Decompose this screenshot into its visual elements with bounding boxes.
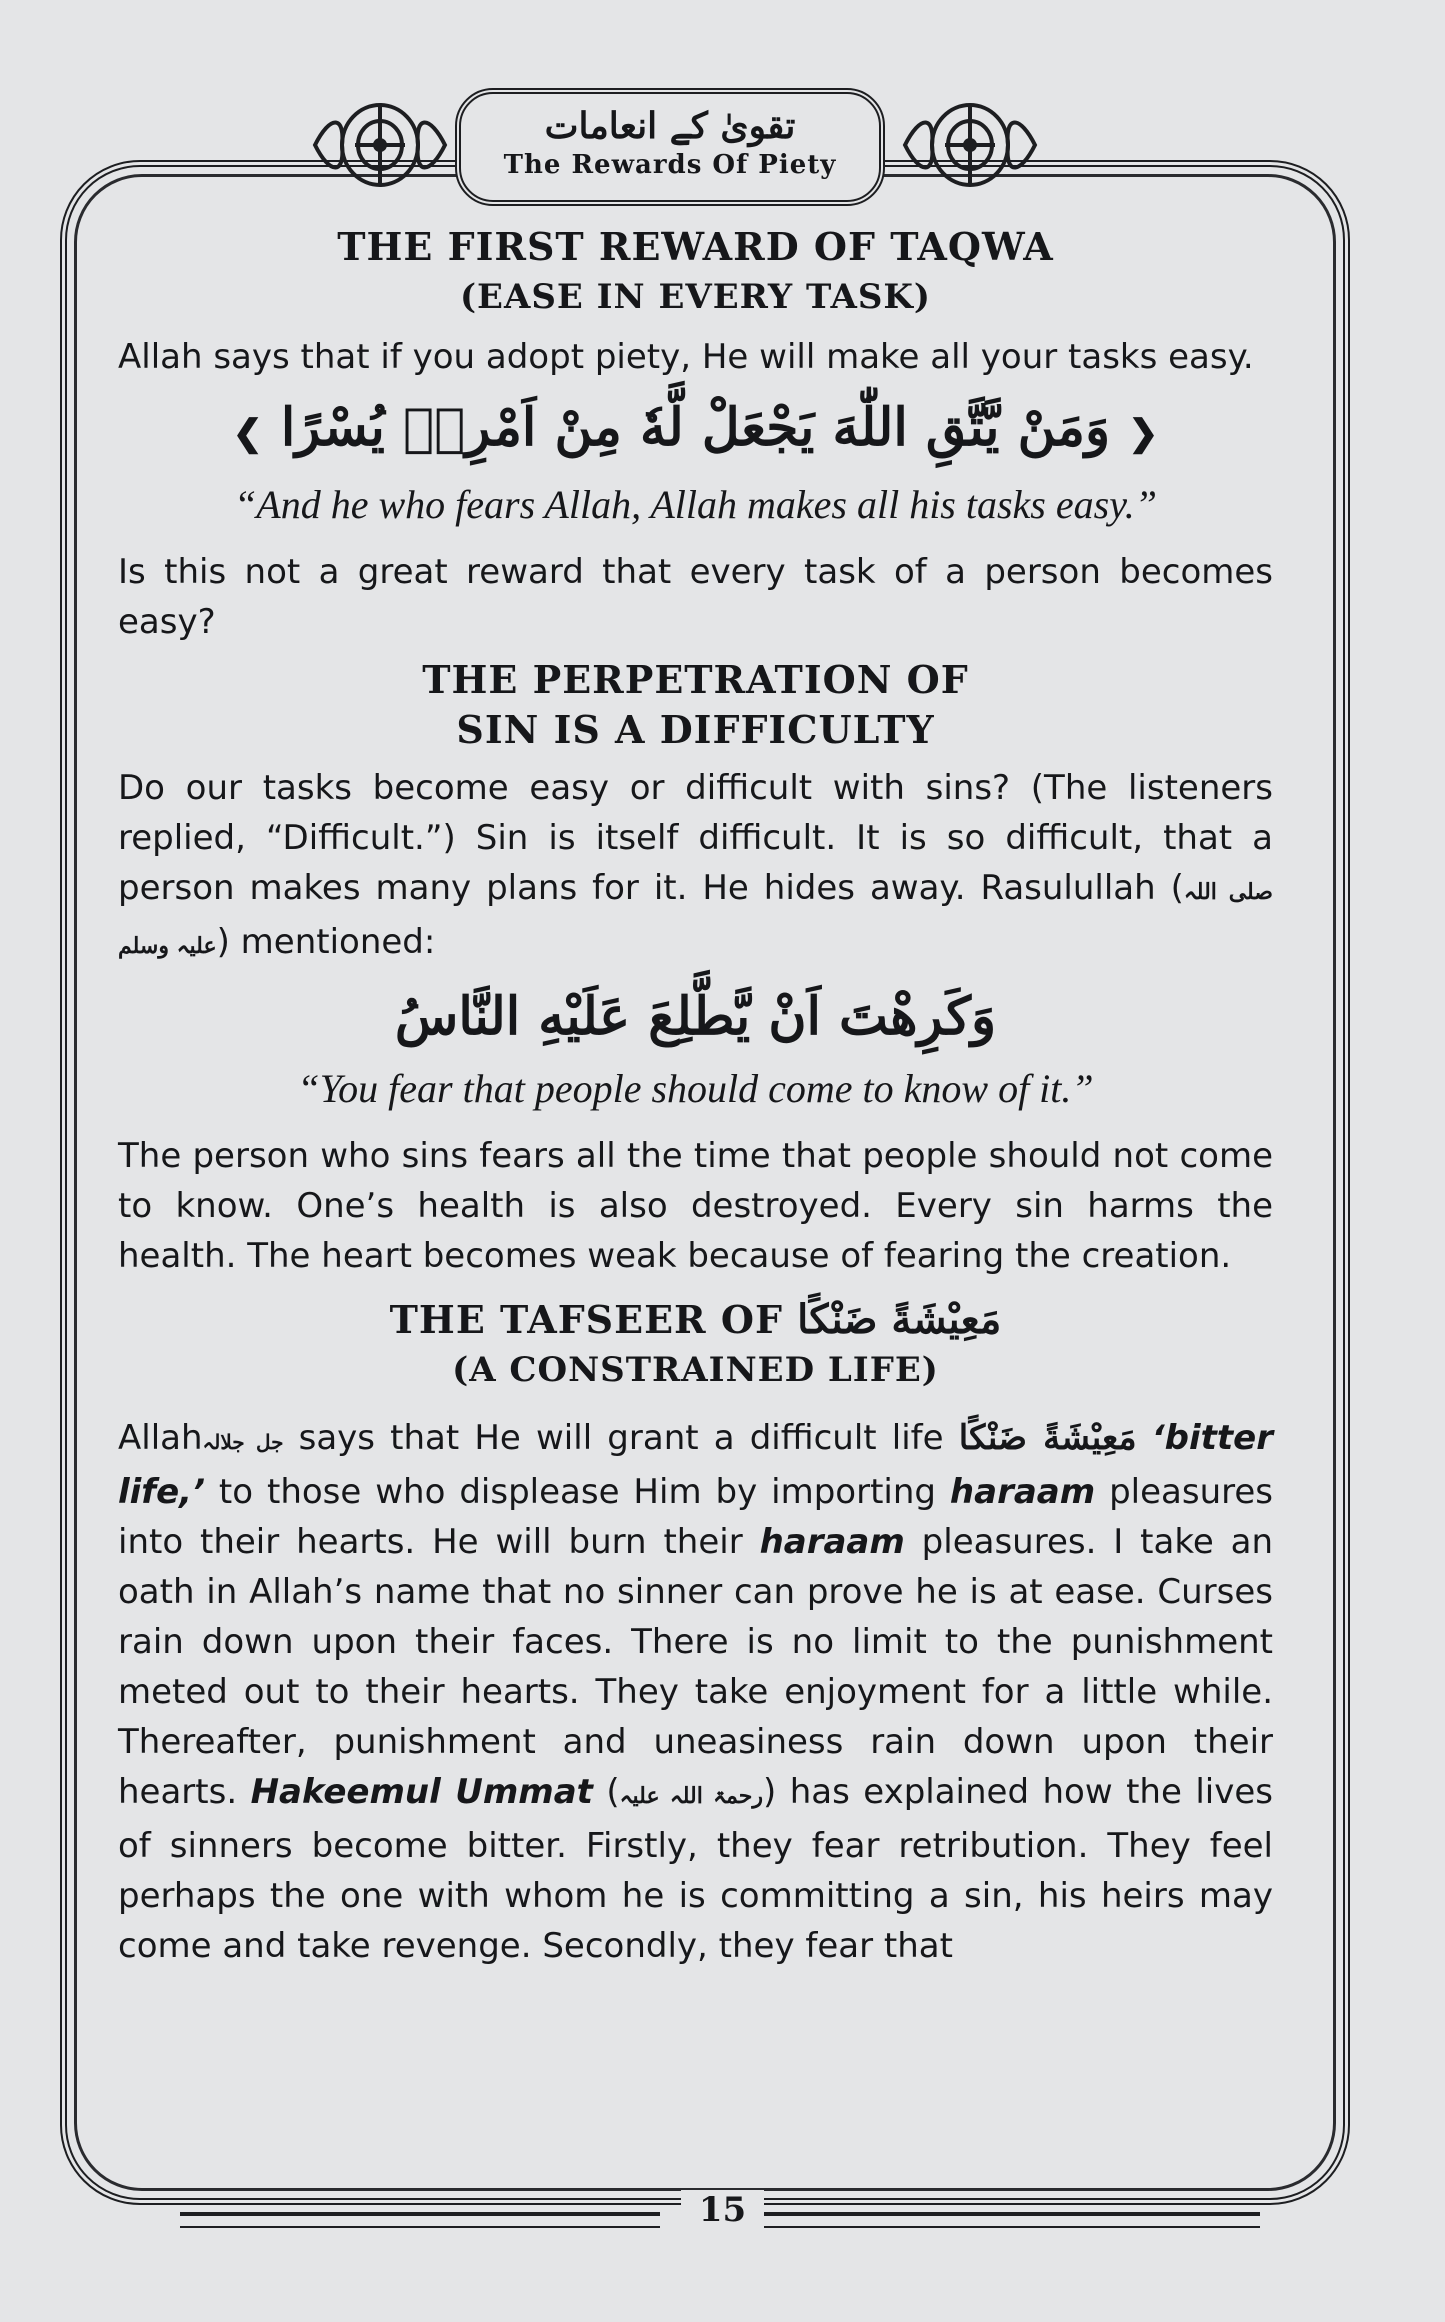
paragraph [118, 1413, 1273, 1971]
emphasis-text: haraam [949, 1472, 1096, 1512]
page-content [118, 222, 1273, 1971]
arabic-inline: مَعِيْشَةً ضَنْكًا [958, 1418, 1137, 1458]
emphasis-text: ‘bitter life,’ [118, 1418, 1274, 1512]
heading-arabic: مَعِيْشَةً ضَنْكًا [797, 1296, 1002, 1343]
verse-text: وَمَنْ يَّتَّقِ اللّٰهَ يَجْعَلْ لَّهٗ مِنْ اَمْرِهٖ يُسْرًا [280, 397, 1111, 458]
quranic-verse [118, 388, 1273, 473]
verse-translation: “And he who fears Allah, Allah makes all his tasks easy.” [234, 482, 1157, 527]
salawat-glyph: صلی اللہ علیہ وسلم [118, 879, 1273, 959]
section-subheading: (EASE IN EVERY TASK) [459, 277, 932, 317]
verse-ornament-icon: ❯ [232, 412, 263, 454]
floral-ornament-icon [305, 90, 455, 200]
rahmat-glyph: رحمۃ اللہ علیہ [619, 1783, 763, 1809]
chapter-header [455, 88, 885, 206]
page-footer [0, 2190, 1445, 2230]
paragraph-text: ( [592, 1772, 620, 1812]
verse-ornament-icon: ❮ [1128, 412, 1159, 454]
jalla-glyph: جل جلالہ [202, 1430, 284, 1454]
paragraph-text: pleasures. I take an oath in Allah’s name that no sinner can prove he is at ease. Curses rain down upon their faces. There is no limit to the punishment meted out to their hearts. They take enjoyment for a little while. Thereafter, punishment and uneasiness rain down upon their hearts. [118, 1522, 1273, 1812]
page-number: 15 [681, 2190, 764, 2230]
paragraph-text: Do our tasks become easy or difficult with sins? (The listeners replied, “Difficult.”) Sin is itself difficult. It is so difficult, that a person makes many plans for it. He hides away. Rasulullah ( [118, 768, 1273, 908]
paragraph: Allah says that if you adopt piety, He will make all your tasks easy. [118, 337, 1254, 377]
heading-line: SIN IS A DIFFICULTY [456, 707, 935, 752]
paragraph-text: pleasures into their hearts. He will burn their [118, 1472, 1273, 1562]
section-subheading: (A CONSTRAINED LIFE) [452, 1350, 939, 1390]
paragraph-text: to those who displease Him by importing [205, 1472, 950, 1512]
paragraph-text: ) mentioned: [216, 922, 436, 962]
section-heading [118, 655, 1273, 755]
heading-prefix: THE TAFSEER OF [389, 1297, 783, 1342]
heading-line: THE PERPETRATION OF [422, 657, 969, 702]
section-heading [118, 1295, 1273, 1345]
header-title: The Rewards Of Piety [503, 150, 837, 180]
hadith-text: وَكَرِهْتَ اَنْ يَّطَّلِعَ عَلَيْهِ النَّاسُ [394, 986, 997, 1047]
emphasis-text: Hakeemul Ummat [250, 1772, 593, 1812]
section-heading: THE FIRST REWARD OF TAQWA [337, 224, 1054, 269]
emphasis-text: haraam [759, 1522, 905, 1562]
header-urdu-title: تقویٰ کے انعامات [544, 105, 796, 147]
floral-ornament-icon [895, 90, 1045, 200]
paragraph-text: says that He will grant a difficult life [283, 1418, 959, 1458]
paragraph [118, 763, 1273, 971]
paragraph-text: ) has explained how the lives of sinners become bitter. Firstly, they fear retribution. They feel perhaps the one with whom he is committing a sin, his heirs may come and take revenge. Secondly, they fear that [118, 1772, 1273, 1966]
paragraph-text: Allah [118, 1418, 203, 1458]
paragraph: Is this not a great reward that every task of a person becomes easy? [118, 552, 1273, 642]
hadith-translation: “You fear that people should come to know of it.” [297, 1066, 1094, 1111]
paragraph: The person who sins fears all the time that people should not come to know. One’s health is also destroyed. Every sin harms the health. The heart becomes weak because of fearing the creation. [118, 1136, 1273, 1276]
